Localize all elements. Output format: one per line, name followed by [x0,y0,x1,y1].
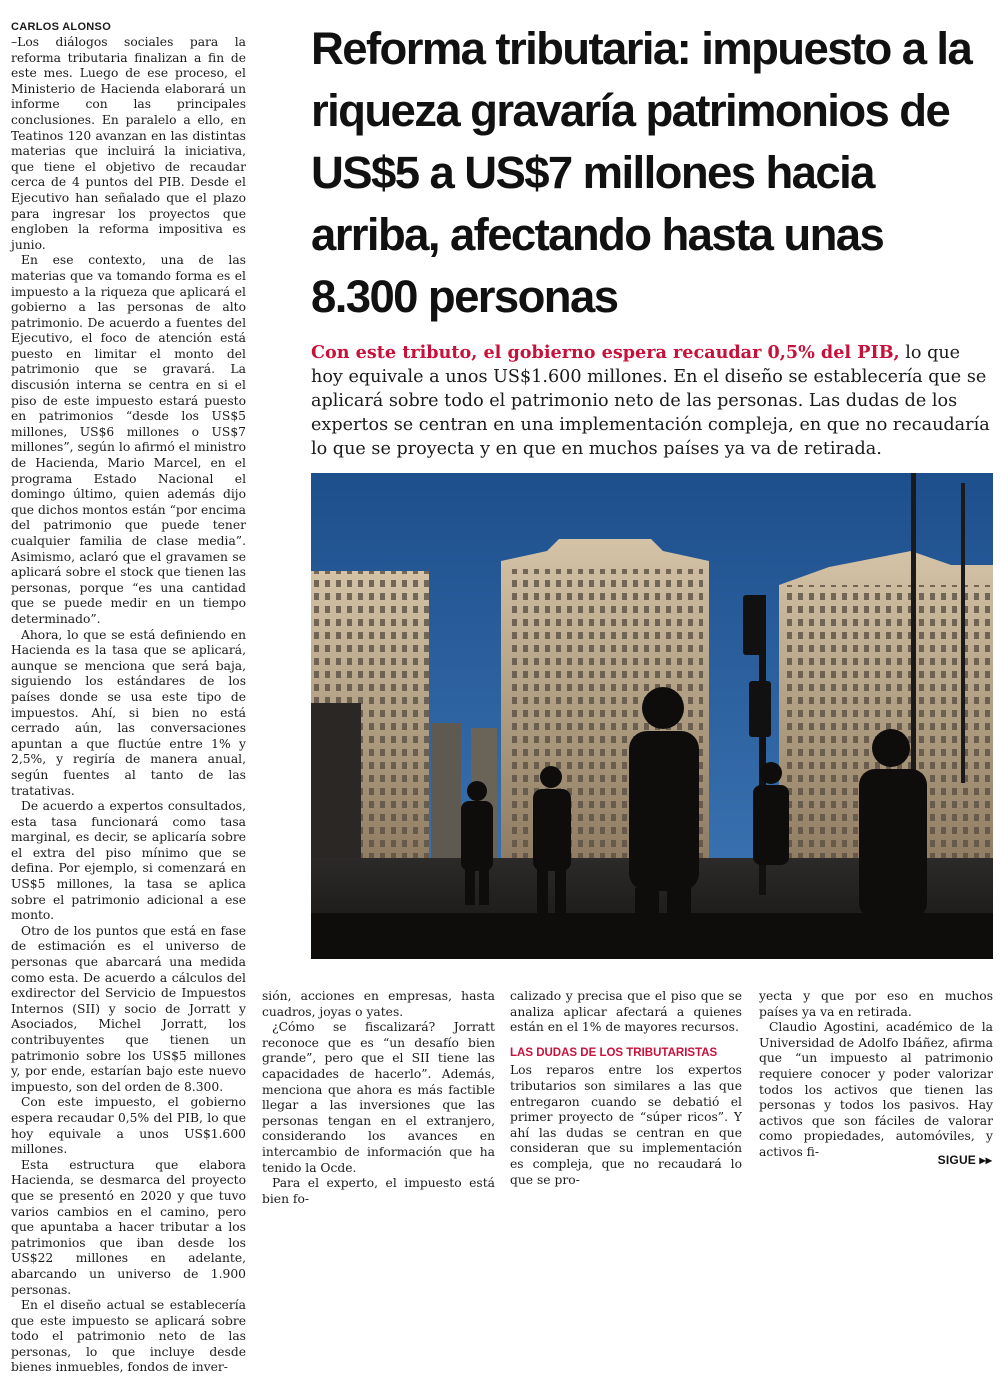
article-column-4 [759,989,993,1159]
paragraph: Con este impuesto, el gobierno espera recaudar 0,5% del PIB, lo que hoy equivale a unos US$1.600 millones. [11,1095,246,1157]
paragraph: –Los diálogos sociales para la reforma tributaria finalizan a fin de este mes. Luego de ese proceso, el Ministerio de Hacienda elaborará un informe con las principales conclusiones. En paralelo a ello, en Teatinos 120 avanzan en las distintas materias que incluirá la iniciativa, que tiene el objetivo de recaudar cerca de 4 puntos del PIB. Desde el Ejecutivo han señalado que el plazo para ingresar los proyectos que engloben la reforma impositiva es junio. [11,35,246,252]
byline: CARLOS ALONSO [11,21,112,33]
paragraph: Otro de los puntos que está en fase de estimación es el universo de personas que abarcará una medida como esta. De acuerdo a cálculos del exdirector del Servicio de Impuestos Internos (SII) y socio de Jorratt y Asociados, Michel Jorratt, los contribuyentes que tienen un patrimonio sobre los US$5 millones y, por ende, estarían bajo este nuevo impuesto, son del orden de 8.300. [11,923,246,1094]
continue-label: SIGUE ▸▸ [937,1153,992,1167]
deck-text: lo que hoy equivale a unos US$1.600 millones. En el diseño se establecería que se aplicará sobre todo el patrimonio neto de las personas. Las dudas de los expertos se centran en una implementación compleja, en que no recaudaría lo que se proyecta y en que en muchos países ya va de retirada. [311,343,990,459]
article-column-2 [262,989,495,1206]
paragraph: calizado y precisa que el piso que se analiza aplicar afectará a quienes están en el 1% de mayores recursos. [510,989,742,1035]
paragraph: sión, acciones en empresas, hasta cuadros, joyas o yates. [262,989,495,1019]
paragraph: De acuerdo a expertos consultados, esta tasa funcionará como tasa marginal, es decir, se aplicaría sobre el extra del piso mínimo que se defina. Por ejemplo, si comenzará en US$5 millones, la tasa se aplica sobre el patrimonio adicional a ese monto. [11,799,246,923]
paragraph: ¿Cómo se fiscalizará? Jorratt reconoce que es “un desafío bien grande”, pero que el SII tiene las capacidades de hacerlo”. Además, menciona que ahora es más factible llegar a las inversiones que las personas tengan en el extranjero, considerando los avances en intercambio de información que ha tenido la Ocde. [262,1020,495,1175]
paragraph: yecta y que por eso en muchos países ya va en retirada. [759,989,993,1019]
paragraph: Ahora, lo que se está definiendo en Hacienda es la tasa que se aplicará, aunque se menciona que será baja, siguiendo los estándares de los países donde se usa este tipo de impuestos. Ahí, si bien no está cerrado aún, las conversaciones apuntan a que fluctúe entre 1% y 2,5%, y regiría de manera anual, según fuentes al tanto de las tratativas. [11,627,246,798]
paragraph: Claudio Agostini, académico de la Universidad de Adolfo Ibáñez, afirma que “un impuesto al patrimonio requiere conocer y poder valorizar todos los activos que tienen las personas y todos los pasivos. Hay activos que son fáciles de valorar como propiedades, automóviles, y activos fi- [759,1020,993,1159]
section-subhead: LAS DUDAS DE LOS TRIBUTARISTAS [510,1046,718,1059]
paragraph: Para el experto, el impuesto está bien fo- [262,1176,495,1206]
paragraph: En el diseño actual se establecería que este impuesto se aplicará sobre todo el patrimonio neto de las personas, lo que incluye desde bienes inmuebles, fondos de inver- [11,1298,246,1375]
headline: Reforma tributaria: impuesto a la riqueza gravaría patrimonios de US$5 a US$7 millones hacia arriba, afectando hasta unas 8.300 personas [311,23,972,322]
article-photo [311,473,993,959]
paragraph: Los reparos entre los expertos tributarios son similares a las que entregaron cuando se debatió el primer proyecto de “súper ricos”. Y ahí las dudas se centran en que consideran que su implementación es compleja, que no recaudará lo que se pro- [510,1063,742,1187]
article-column-1 [11,20,246,1375]
deck [311,341,993,461]
paragraph: Esta estructura que elabora Hacienda, se desmarca del proyecto que se presentó en 2020 y que tuvo varios cambios en el camino, pero que apuntaba a hacer tributar a los patrimonios que iban desde los US$22 millones en adelante, abarcando un universo de 1.900 personas. [11,1157,246,1297]
article-column-3 [510,989,742,1187]
photo-illustration [311,473,993,959]
paragraph: En ese contexto, una de las materias que va tomando forma es el impuesto a la riqueza que aplicará el gobierno a las personas de alto patrimonio. De acuerdo a fuentes del Ejecutivo, el foco de atención está puesto en limitar el monto del patrimonio que se gravará. La discusión interna se centra en si el piso de este impuesto estará puesto en patrimonios “desde los US$5 millones, US$6 millones o US$7 millones”, según lo afirmó el ministro de Hacienda, Mario Marcel, en el programa Estado Nacional el domingo último, quien además dijo que dichos montos están “por encima del patrimonio que puede tener cualquier familia de clase media”. Asimismo, aclaró que el gravamen se aplicará sobre el stock que tienen las personas, porque “es una cantidad que se puede medir en un tiempo determinado”. [11,253,246,626]
deck-highlight: Con este tributo, el gobierno espera recaudar 0,5% del PIB, [311,342,900,363]
